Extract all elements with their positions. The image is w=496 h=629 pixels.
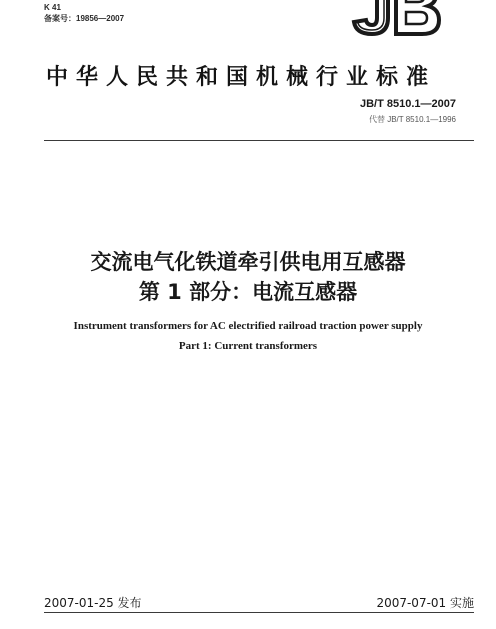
- jb-logo-mark: [344, 0, 444, 38]
- cropped-footer-text: [44, 620, 464, 629]
- jb-logo: [344, 0, 444, 38]
- filing-number: 备案号：19856—2007: [44, 14, 125, 23]
- document-title-en-line2: Part 1: Current transformers: [178, 340, 318, 352]
- header-rule: [44, 140, 474, 141]
- document-title-en-line1: Instrument transformers for AC electrified railroad traction power supply: [73, 320, 423, 332]
- standard-title: 中华人民共和国机械行业标准: [46, 65, 437, 90]
- issue-date: 2007-01-25 发布: [44, 596, 142, 610]
- document-title-zh-line1: 交流电气化铁道牵引供电用互感器: [90, 250, 406, 274]
- standard-number: JB/T 8510.1—2007: [359, 98, 456, 110]
- replaces-standard: 代替 JB/T 8510.1—1996: [368, 115, 456, 124]
- header-meta: [44, 2, 124, 24]
- implementation-date: 2007-07-01 实施: [376, 596, 474, 610]
- document-title-zh-line2: 第 1 部分：电流互感器: [138, 280, 358, 304]
- footer-rule: [44, 612, 474, 613]
- classification-code: K 41: [44, 3, 61, 12]
